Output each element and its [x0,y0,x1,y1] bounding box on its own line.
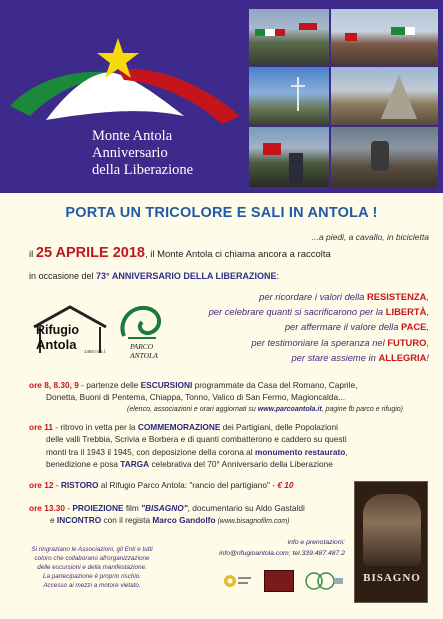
program-item-excursions [29,379,437,416]
purpose-text: per testimoniare la speranza nel [251,336,388,348]
program-text: , [345,446,348,457]
logo-title-line: Monte Antola [92,128,173,144]
program-line [29,421,437,433]
sponsor-logo [264,570,294,592]
purpose-punct: , [426,336,429,348]
program-text: film [123,503,142,513]
photo-crowd-flags [249,9,329,65]
thanks-note [22,545,162,590]
program-text: - [53,480,61,490]
occasion-suffix: : [276,271,280,281]
program-text: dei Partigiani, delle Popolazioni [220,422,338,432]
purpose-punct: , [426,321,429,333]
program-keyword: RISTORO [60,480,99,490]
program-text: celebrativa del 70° Anniversario della Liberazione [149,459,333,470]
program-text: monti tra il 1943 il 1945, con deposizione della corona al [46,446,255,457]
purpose-keyword: LIBERTÀ [385,306,427,318]
occasion-prefix: in occasione del [29,271,97,281]
event-date: 25 APRILE 2018 [35,245,145,261]
photo-monument [331,67,438,125]
program-text: al Rifugio Parco Antola: "rancio del partigiano" - [98,480,278,490]
info-label: info e prenotazioni: [287,539,345,546]
occasion-title: 73° ANNIVERSARIO DELLA LIBERAZIONE [96,271,277,281]
purpose-text: per celebrare quanti si sacrificarono per la [208,306,386,318]
program-keyword: ESCURSIONI [140,380,193,390]
subline: ...a piedi, a cavallo, in bicicletta [311,232,429,242]
program-keyword: TARGA [120,459,150,470]
program-text: - partenze delle [78,380,141,390]
photo-ceremony [331,127,438,187]
purpose-punct: , [426,306,429,318]
sponsor-logos [218,570,346,592]
logo-title-line: Anniversario [92,145,168,161]
program-text: e [50,515,57,526]
parco-label-2: ANTOLA [130,351,158,360]
date-prefix: il [29,249,36,260]
program-note-text: (elenco, associazioni e orari aggiornati su [127,405,258,413]
contact-details[interactable]: info@rifugioantola.com; tel.339.487.487.2 [219,550,345,557]
program-keyword: INCONTRO [56,515,102,526]
program-keyword: PROIEZIONE [72,503,124,513]
photo-summit-group [331,9,438,65]
website-link[interactable]: www.parcoantola.it [257,405,322,413]
purpose-keyword: FUTURO [387,336,427,348]
purpose-keyword: PACE [401,321,427,333]
info-box [180,537,345,559]
director-name: Marco Gandolfo [152,515,216,526]
rifugio-name-line1: Rifugio [36,323,80,337]
purpose-line [99,335,429,350]
program-line [29,458,437,470]
program-item-commemoration [29,421,437,471]
program-text: benedizione e posa [46,459,121,470]
photo-summit-cross [249,67,329,125]
sponsor-logo [222,570,252,592]
date-suffix: , il Monte Antola ci chiama ancora a raccolta [144,249,331,260]
parco-label: PARCO [130,342,154,351]
thanks-line: delle escursioni e della manifestazione. [37,564,147,571]
program-time: ore 12 [29,480,54,490]
program-time: ore 8, 8.30, 9 [29,380,79,390]
purpose-line [99,350,429,365]
event-logo [6,8,244,186]
thanks-line: coloro che collaborano all'organizzazione [34,555,150,562]
film-website[interactable]: (www.bisagnofilm.com) [215,518,290,526]
header-banner [0,0,443,193]
program-note-text: , pagine fb parco e rifugio) [321,405,403,413]
purpose-keyword: ALLEGRIA [378,351,427,363]
program-note [29,404,437,416]
price: € 10 [277,480,294,490]
purpose-line [99,304,429,319]
rifugio-antola-logo [30,305,110,357]
logo-title-line: della Liberazione [92,162,194,178]
program-line: Donetta, Buoni di Pentema, Chiappa, Tonno, Valico di San Fermo, Magioncalda... [46,392,346,403]
photo-partisans [249,127,329,187]
program-text: - ritrovo in vetta per la [53,422,138,432]
purpose-keyword: RESISTENZA [367,291,427,302]
bisagno-film-poster [354,481,428,603]
purpose-text: per ricordare i valori della [259,291,367,302]
date-line [29,245,331,261]
program-keyword: monumento restaurato [254,446,346,457]
purpose-line [99,319,429,334]
thanks-line: Accesso ai mezzi a motore vietato. [43,582,141,589]
rifugio-altitude: 1460 m.s.l. [84,349,107,354]
rifugio-name-line2: Antola [36,337,77,352]
poster-title: BISAGNO [363,572,421,584]
purpose-text: per stare assieme in [291,351,379,363]
occasion-line [29,271,279,281]
program-time: ore 11 [29,422,53,432]
program-line: delle valli Trebbia, Scrivia e Borbera e di quanti combatterono e caddero su questi [46,434,347,445]
purposes-list [99,289,429,365]
sponsor-logo [304,570,344,592]
program-line [29,379,437,391]
program-keyword: COMMEMORAZIONE [137,422,221,432]
thanks-line: Si ringraziano le Associazioni, gli Enti e tutti [31,546,153,553]
poster-portrait [363,494,421,566]
program-text: - [64,503,73,513]
program-text: programmate da Casa del Romano, Caprile, [192,380,358,390]
program-line [29,446,437,458]
flower-logo-icon [222,570,252,592]
thanks-line: La partecipazione è proprio rischio. [42,573,141,580]
purpose-punct: ! [426,351,429,363]
program-text: , documentario su Aldo Gastaldi [187,503,305,513]
program-time: ore 13.30 [29,503,65,513]
circle-logo-icon [304,570,344,592]
purpose-line [99,289,429,304]
film-title: "BISAGNO" [141,503,188,513]
logo-title [92,128,242,179]
photo-collage [249,9,438,187]
purpose-text: per affermare il valore della [284,321,402,333]
headline: PORTA UN TRICOLORE E SALI IN ANTOLA ! [65,205,378,221]
program-text: con il regista [101,515,153,526]
purpose-punct: , [426,291,429,302]
